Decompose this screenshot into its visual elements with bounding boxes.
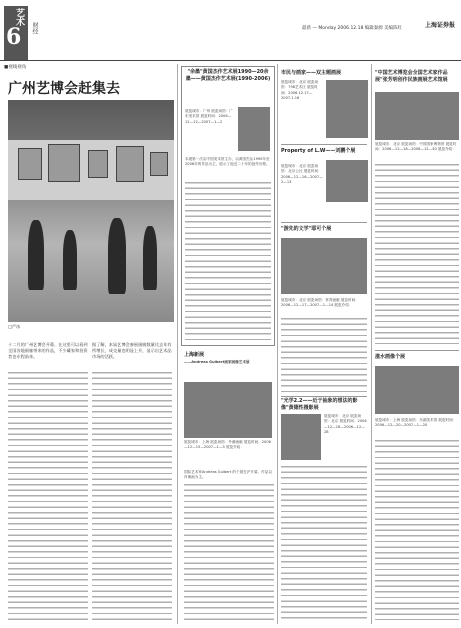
article-body-2: 据了解，本届艺博会参展画廊数量比去年有所增长，成交量也明显上升，显示出艺术品市场的活跃。 [92,342,172,360]
article-headline: 广州艺博会赶集去 [8,81,120,97]
exhibition-title-3: 市民与画家——双主题画展 [281,70,342,76]
artwork-image-1 [238,107,270,151]
artwork-image-8 [375,366,459,414]
divider-4 [281,222,367,223]
body-text-lines-1 [8,372,88,622]
artwork-image-7 [375,92,459,140]
exhibition-info-2: 展览城市：上海 展览场馆：外滩画廊 展览时间：2006—12—15—2007—1—5 展览介绍： [184,440,271,450]
exhibition-subtitle-2: ——Andreas Gulbert画家画像艺术展 [184,360,250,364]
exhibition-title-7: "中国艺术博览会全国艺术家作品展"张芳明创作民族画展艺术馆展 [375,70,448,83]
exhibition-text-lines-8 [375,440,459,620]
exhibition-title-1: "余墨"黄国杰作艺术展1990—20余墨——黄国杰作艺术展(1990-2006) [185,69,271,82]
exhibition-title-5: "游先的文学"耶可个展 [281,226,332,232]
exhibition-info-7: 展览城市：北京 展览场馆：中国国家博物馆 展览时间：2006—12—18—2006—12—30 展览介绍： [375,142,457,152]
divider-7 [375,350,459,351]
exhibition-text-lines-5 [281,318,367,392]
exhibition-photo [8,100,174,322]
column-divider-3 [371,64,372,624]
artwork-image-4 [326,160,368,202]
body-text-lines-2 [92,372,172,622]
artwork-image-2 [184,382,272,438]
exhibition-title-8: 滋水画像个展 [375,354,406,360]
exhibition-title-2: 上海新展 [184,352,205,358]
artwork-image-6 [281,414,321,460]
exhibition-text-lines-6 [281,466,367,620]
article-body-1: 十二月的广州艺博会开幕，在这里可以看到全国各地画廊带来的作品，不少藏家和投资者也专程前来。 [8,342,88,360]
exhibition-title-4: Property of L.W——刘鹏个展 [281,148,356,154]
artwork-image-5 [281,238,367,294]
divider-5 [281,396,367,397]
exhibition-box-1 [181,66,275,346]
exhibition-info-1: 展览城市：广州 展览场馆：广东美术馆 展览时间：2006—12—12—2007—1—2 [185,109,233,124]
column-divider [177,64,178,624]
exhibition-info-5: 展览城市：北京 展览场馆：常青画廊 展览时间：2006—12—17—2007—1—14 展览介绍： [281,298,359,308]
artwork-image-3 [326,80,368,138]
section-tag: 艺术 [14,8,24,26]
page-badge [4,6,28,60]
dateline: 最新 — Monday 2006.12.18 编辑秦源 美编陈红 [302,26,403,31]
divider-3 [281,144,367,145]
exhibition-info-6: 展览城市：北京 展览场馆：北京 展览时间：2006—12—16—2006—12—28 [324,414,367,435]
exhibition-text-lines-2 [184,484,274,620]
exhibition-text-lines-1 [185,182,271,340]
exhibition-info-3: 展览城市：北京 展览场馆：798艺术区 展览时间：2006.12.17—2007.1.16 [281,80,319,101]
exhibition-text-lines-7 [375,164,459,344]
photo-caption: □严冰 [8,324,21,329]
exhibition-info-8: 展览城市：上海 展览场馆：东湖美术馆 展览时间：2006—12—20—2007—1—20 [375,418,457,428]
exhibition-body-2: 国际艺术家Andreas Gulbert 的个展在沪开幕，作品以肖像画为主。 [184,470,272,480]
page-number: 6 [6,24,22,50]
header-divider [0,60,461,61]
column-divider-2 [277,64,278,624]
exhibition-body-1: 本展第一次由中国美术馆主办，以黄国杰从1990年至2006年的作品为主，展示了他近二十年的创作历程。 [185,157,270,167]
masthead: 上海证券报 [425,22,456,29]
section-label: ■视线视角 [4,65,27,70]
exhibition-info-4: 展览城市：北京 展览场馆：北京公社 展览时间：2006—12—16—2007—2—13 [281,164,323,185]
exhibition-title-6: "光学2.2——近于抽象的想法的影像"黄德性摄影展 [281,398,358,411]
sub-section-tag: 财经 [31,22,38,34]
